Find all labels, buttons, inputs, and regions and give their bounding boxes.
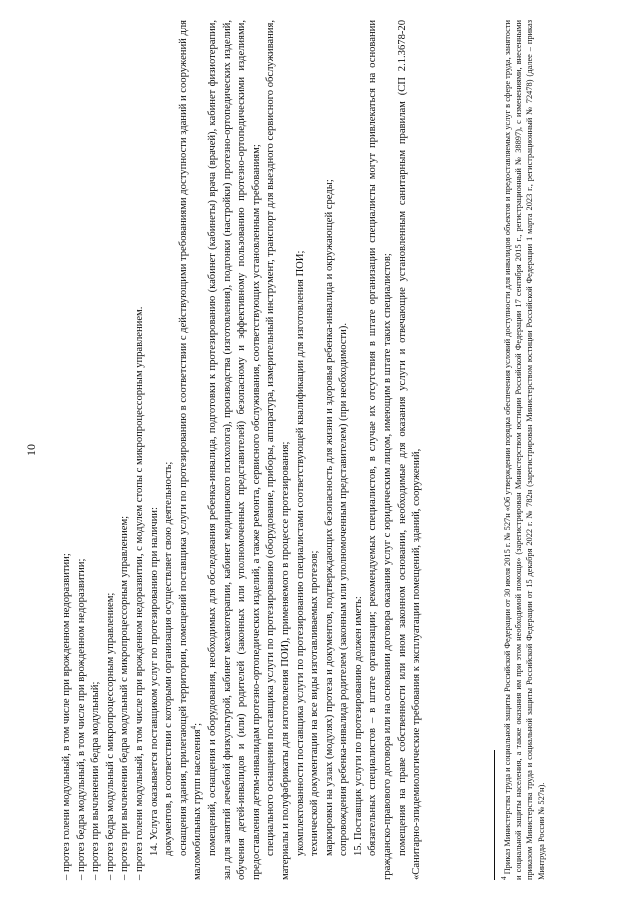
paragraph-text: – протез при вычленении бедра модульный; [90,681,102,880]
paragraph [264,20,293,880]
footnote-text: Приказ Министерства труда и социальной защиты Российской Федерации от 30 июля 2015 г. № 527н «Об утверждении порядка обеспечения условий доступности для инвалидов объектов и предоставляемых услуг в сфере труда, занятости и социальной защиты населения, а также оказания им при этом необходимой помощи» (зарегистрирован Министерством юстиции Российской Федерации 17 сентября 2015 г., регистрационный № 38897), с изменениями, внесенными приказом Министерства труда и социальной защиты Российской Федерации от 15 декабря 2022 г. № 782н (зарегистрирован Министерством юстиции Российской Федерации 1 марта 2023 г., регистрационный № 72478) (далее – приказ Минтруда России № 527н). [503,19,546,880]
paragraph-text: – протез голени модульный, в том числе при врожденном недоразвитии; [61,553,72,880]
paragraph-text: документов, в соответствии с которыми организация осуществляет свою деятельность; [163,461,175,856]
footnote-divider [494,750,495,880]
paragraph-text: специального оснащения поставщика услуги по протезированию (оборудование, приборы, аппаратура, измерительный инструмент, транспорт для выездного сервисного обслуживания, материалы и полуфабрикаты для изготовления ПОИ), применяемого в процессе протезирования; [265,20,291,880]
paragraph [177,20,206,880]
paragraph-text: сопровождения ребенка-инвалида родителем (законным или уполномоченным представителем) (при необходимости). [338,323,350,856]
paragraph-text: помещений, оснащения и оборудования, необходимых для обследования ребенка-инвалида, подготовки к протезированию (кабинет (кабинеты) врача (врачей), кабинет физиотерапии, зал для занятий лечебной физкультурой, кабинет механотерапии, кабинет медицинского психолога), производства (изготовления), подгонки (настройки) протезно-ортопедических изделий, обучения детей-инвалидов и (или) родителей (законных или уполномоченных представителей) безопасному и эффективному пользованию протезно-ортопедическими изделиями, предоставления детям-инвалидам протезно-ортопедических изделий, а также ремонта, сервисного обслуживания, соответствующих установленным требованиям; [206,20,262,880]
paragraph-text: – протез голени модульный, в том числе при врожденном недоразвитии, с модулем стопы с микропроцессорным управлением. [133,306,145,880]
paragraph-text: 14. Услуга оказывается поставщиком услуг по протезированию при наличии: [148,507,160,856]
paragraph-text: – протез при вычленении бедра модульный с микропроцессорным управлением; [119,515,131,880]
paragraph [366,20,395,880]
paragraph-text: маркировки на узлах (модулях) протеза и документов, подтверждающих безопасность для жизни и здоровья ребенка-инвалида и окружающей среды; [323,179,335,856]
paragraph-text: – протез бедра модульный с микропроцессорным управлением; [104,592,116,880]
paragraph-text: – протез бедра модульный, в том числе при врожденном недоразвитии; [75,558,87,880]
paragraph [206,20,264,880]
rotated-page [24,20,614,880]
paragraph [133,20,148,880]
footnote-reference: 4 [189,725,198,730]
paragraph [75,20,90,880]
paragraph [148,20,163,880]
paragraph [162,20,177,880]
paragraph-text: укомплектованности поставщика услуги по протезированию специалистами соответствующей квалификации для изготовления ПОИ; [294,250,306,856]
paragraph-tail: ; [192,722,204,726]
paragraph [89,20,104,880]
paragraph [60,20,75,880]
paragraph [104,20,119,880]
body-text [60,20,425,880]
paragraph [323,20,338,880]
paragraph-text: технической документации на все виды изготавливаемых протезов; [309,550,321,856]
paragraph [337,20,352,880]
footnote [502,20,547,880]
paragraph-text: оснащения здания, прилегающей территории, помещений поставщика услуги по протезированию в соответствии с действующими требованиями доступности зданий и сооружений для маломобильных групп населения [177,20,204,880]
paragraph-text: 15. Поставщик услуги по протезированию должен иметь: [352,596,364,856]
paragraph [308,20,323,880]
page-number: 10 [24,444,38,456]
paragraph-text: обязательных специалистов – в штате организации; рекомендуемых специалистов, в случае их отсутствия в штате организации специалисты могут привлекаться на основании гражданско-правового договора или на основании договора оказания услуг с юридическим лицом, имеющим в штате таких специалистов; [367,20,394,880]
paragraph [396,20,425,880]
paragraph [294,20,309,880]
paragraph [118,20,133,880]
paragraph-text: помещения на праве собственности или ином законном основании, необходимые для оказания услуги и отвечающие установленным санитарным правилам (СП 2.1.3678-20 «Санитарно-эпидемиологические требования к эксплуатации помещений, зданий, сооружений, [396,20,423,880]
footnote-mark: 4 [500,876,509,880]
paragraph [352,20,367,880]
